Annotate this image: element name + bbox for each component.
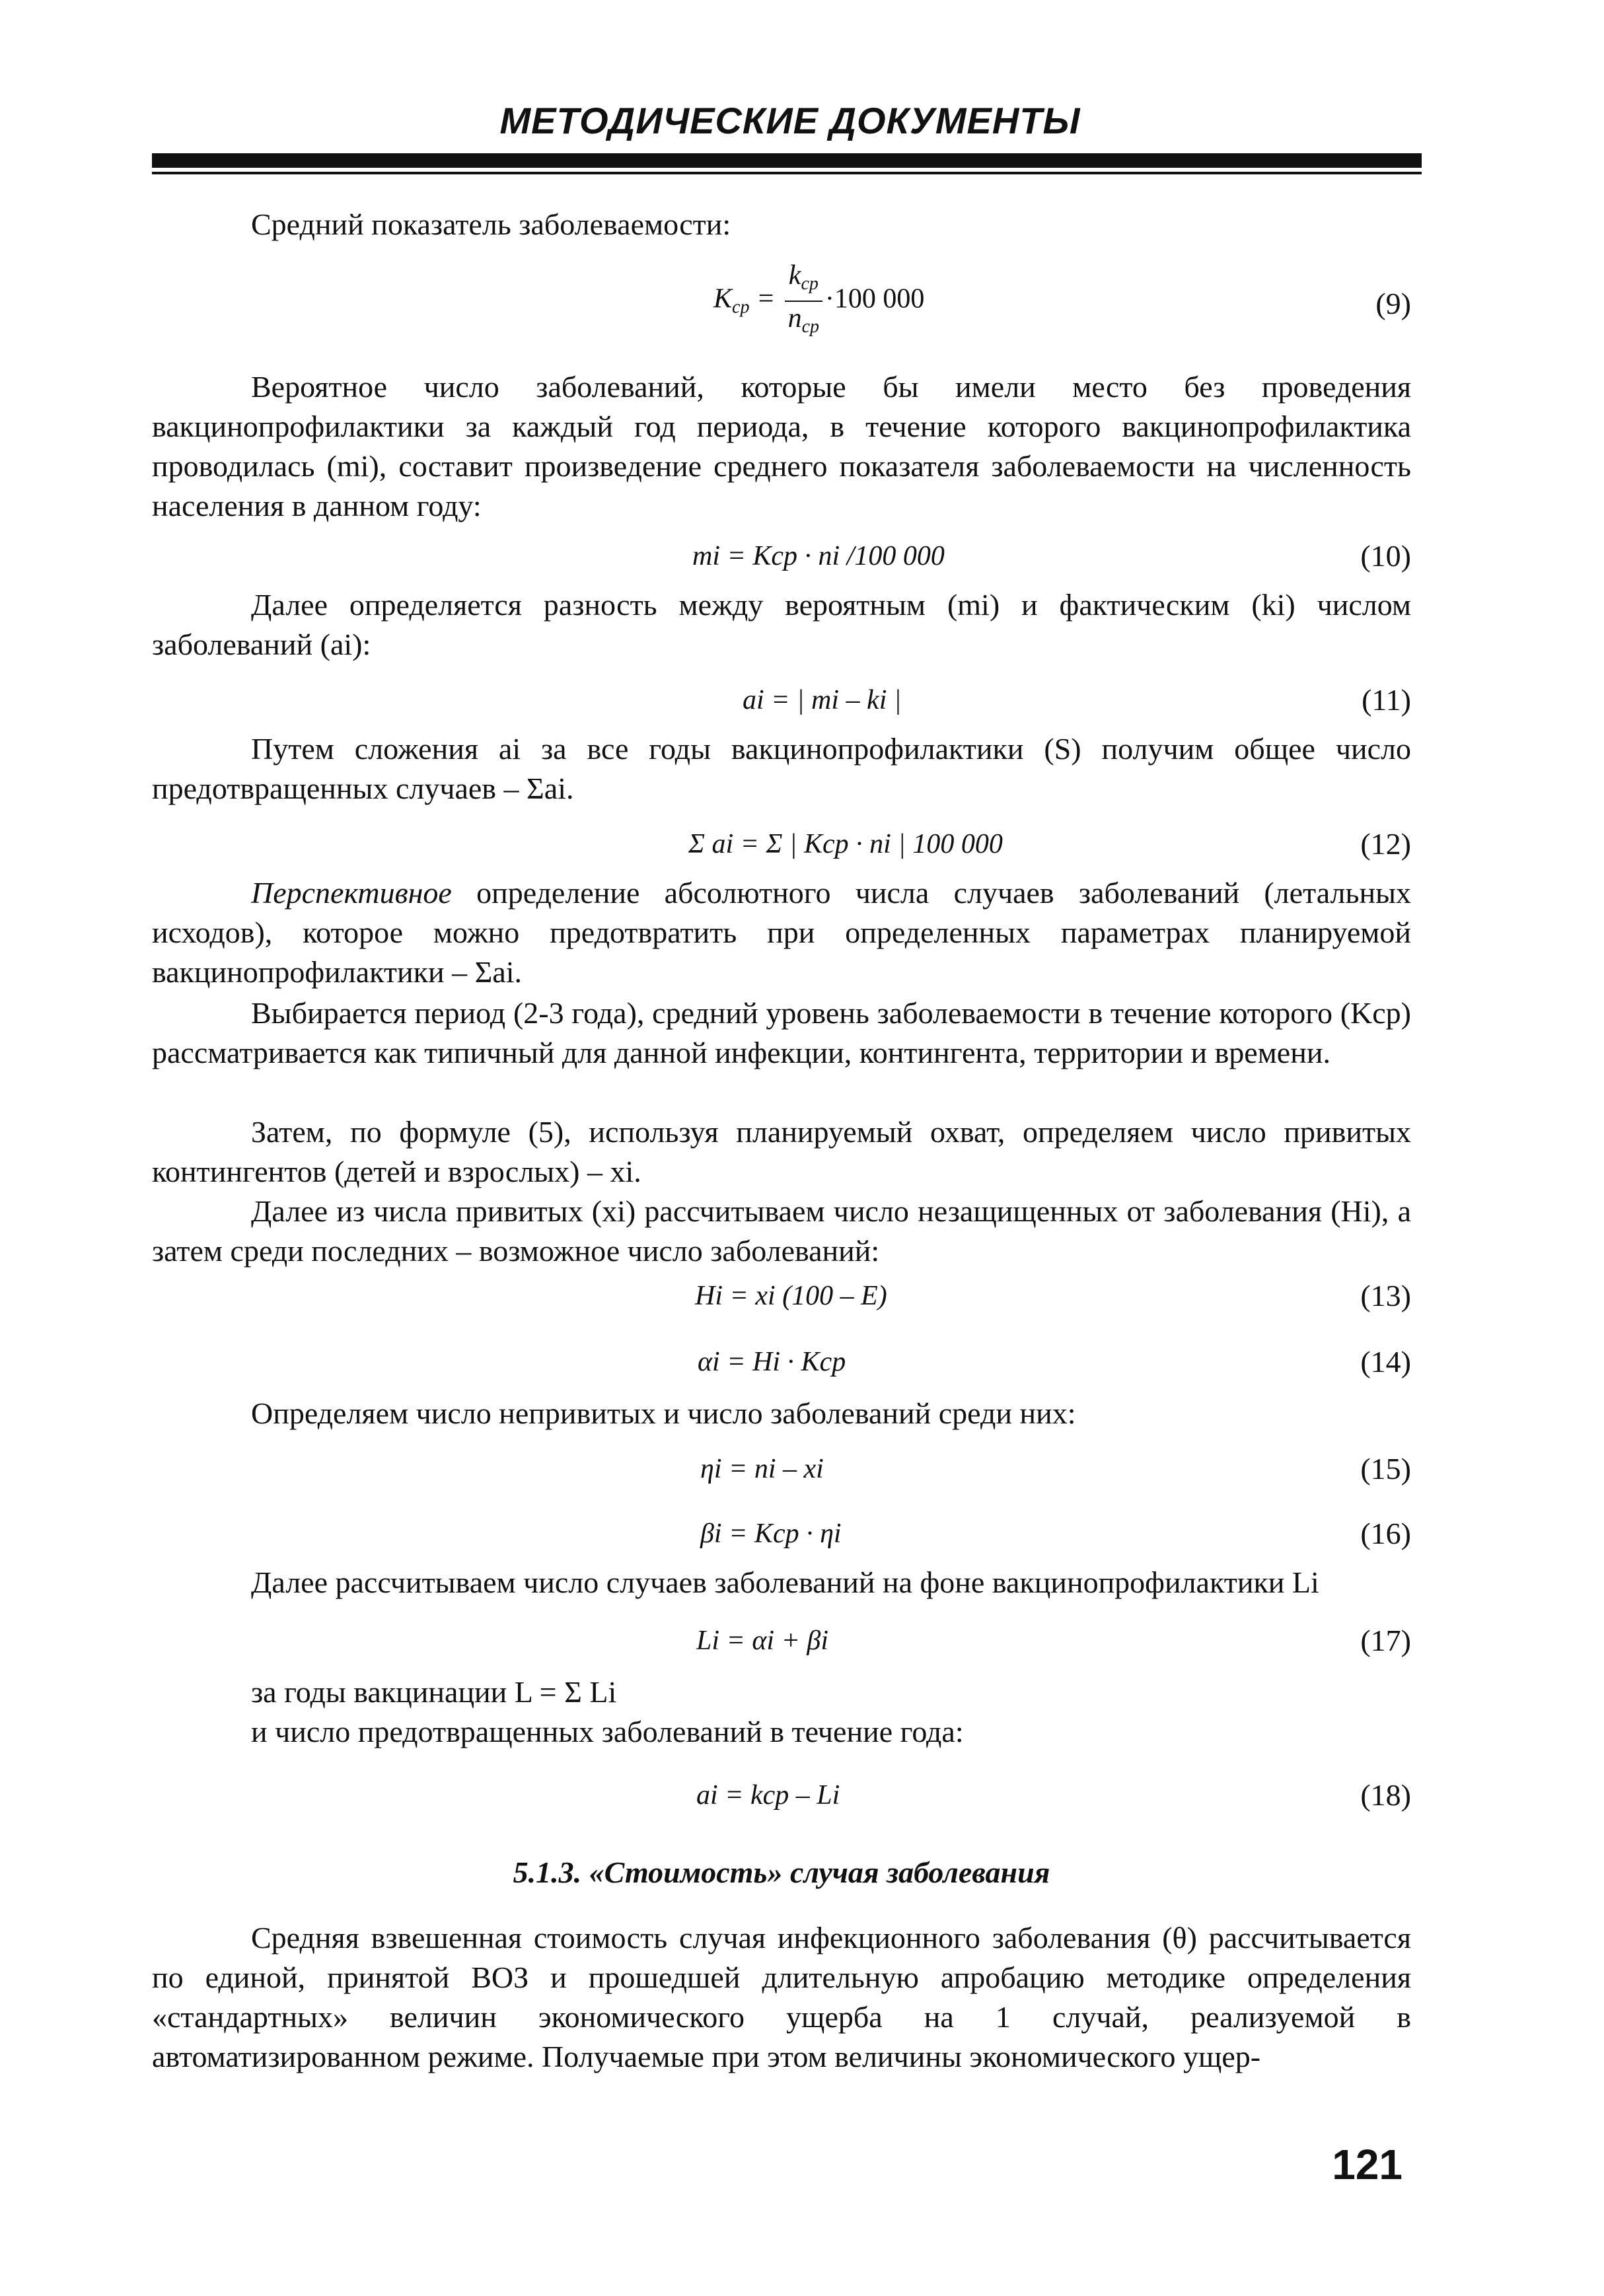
header-rule-thick — [152, 153, 1422, 168]
paragraph-9: Определяем число непривитых и число заболеваний среди них: — [251, 1396, 1076, 1430]
formula-9 — [713, 259, 924, 343]
formula-15: ηi = ni – xi — [700, 1454, 824, 1484]
equation-number-18: (18) — [1360, 1778, 1411, 1812]
formula-14: αi = Hi · Kср — [698, 1347, 846, 1377]
paragraph-12: и число предотвращенных заболеваний в течение года: — [251, 1715, 964, 1748]
equation-number-12: (12) — [1360, 827, 1411, 861]
formula-16: βi = Kср · ηi — [700, 1519, 842, 1549]
equation-number-10: (10) — [1360, 539, 1411, 573]
equation-number-17: (17) — [1360, 1624, 1411, 1657]
paragraph-5 — [152, 873, 1411, 992]
equation-number-13: (13) — [1360, 1279, 1411, 1312]
equation-number-11: (11) — [1362, 683, 1411, 717]
paragraph-1: Средний показатель заболеваемости: — [251, 207, 731, 241]
paragraph-7: Затем, по формуле (5), используя планируемый охват, определяем число привитых контингентов (детей и взрослых) – xi. — [152, 1115, 1411, 1188]
page-number: 121 — [1332, 2141, 1403, 2188]
formula-18: ai = kср – Li — [696, 1780, 840, 1811]
paragraph-6: Выбирается период (2-3 года), средний уровень заболеваемости в течение которого (Kср) рассматривается как типичный для данной инфекции, контингента, территории и времени. — [152, 996, 1411, 1069]
paragraph-3: Далее определяется разность между вероятным (mi) и фактическим (ki) числом заболеваний (ai): — [152, 588, 1411, 661]
equation-number-9: (9) — [1375, 287, 1411, 320]
equation-number-16: (16) — [1360, 1517, 1411, 1550]
formula-10: mi = Kср · ni /100 000 — [692, 541, 945, 571]
formula-9-eq: = — [749, 283, 782, 314]
equation-number-14: (14) — [1360, 1345, 1411, 1379]
formula-9-fraction: $\frac{k_{ср}}{n_{ср}}$ — [785, 259, 822, 343]
equation-number-15: (15) — [1360, 1452, 1411, 1486]
paragraph-11: за годы вакцинации L = Σ Li — [251, 1675, 617, 1709]
formula-9-lhs-sub: ср — [732, 297, 750, 318]
formula-13: Hi = xi (100 – E) — [695, 1281, 887, 1311]
paragraph-10: Далее рассчитываем число случаев заболеваний на фоне вакцинопрофилактики Li — [251, 1565, 1319, 1599]
formula-11: ai = | mi – ki | — [743, 685, 902, 715]
paragraph-8: Далее из числа привитых (xi) рассчитываем число незащищенных от заболевания (Hi), а затем среди последних – возможное число заболеваний: — [152, 1194, 1411, 1268]
formula-17: Li = αi + βi — [696, 1626, 829, 1656]
emphasis-word: Перспективное — [251, 876, 452, 910]
section-heading: 5.1.3. «Стоимость» случая заболевания — [513, 1855, 1050, 1889]
formula-9-multiplier: ·100 000 — [824, 283, 925, 314]
paragraph-5-text: определение абсолютного числа случаев заболеваний (летальных исходов), которое можно предотвратить при определенных параметрах планируемой вакцинопрофилактики – Σai. — [152, 876, 1411, 989]
paragraph-13: Средняя взвешенная стоимость случая инфекционного заболевания (θ) рассчитывается по единой, принятой ВОЗ и прошедшей длительную апробацию методике определения «стандартных» величин экономического ущерба на 1 случай, реализуемой в автоматизированном режиме. Получаемые при этом величины экономического ущер- — [152, 1921, 1411, 2073]
formula-9-lhs: K — [713, 283, 733, 314]
paragraph-2: Вероятное число заболеваний, которые бы имели место без проведения вакцинопрофилактики за каждый год периода, в течение которого вакцинопрофилактика проводилась (mi), составит произведение среднего показателя заболеваемости на численность населения в данном году: — [152, 370, 1411, 522]
header-rule-thin — [152, 172, 1422, 174]
formula-12: Σ ai = Σ | Kср · ni | 100 000 — [688, 829, 1003, 859]
paragraph-4: Путем сложения ai за все годы вакцинопрофилактики (S) получим общее число предотвращенных случаев – Σai. — [152, 732, 1411, 805]
running-header: МЕТОДИЧЕСКИЕ ДОКУМЕНТЫ — [499, 100, 1081, 141]
